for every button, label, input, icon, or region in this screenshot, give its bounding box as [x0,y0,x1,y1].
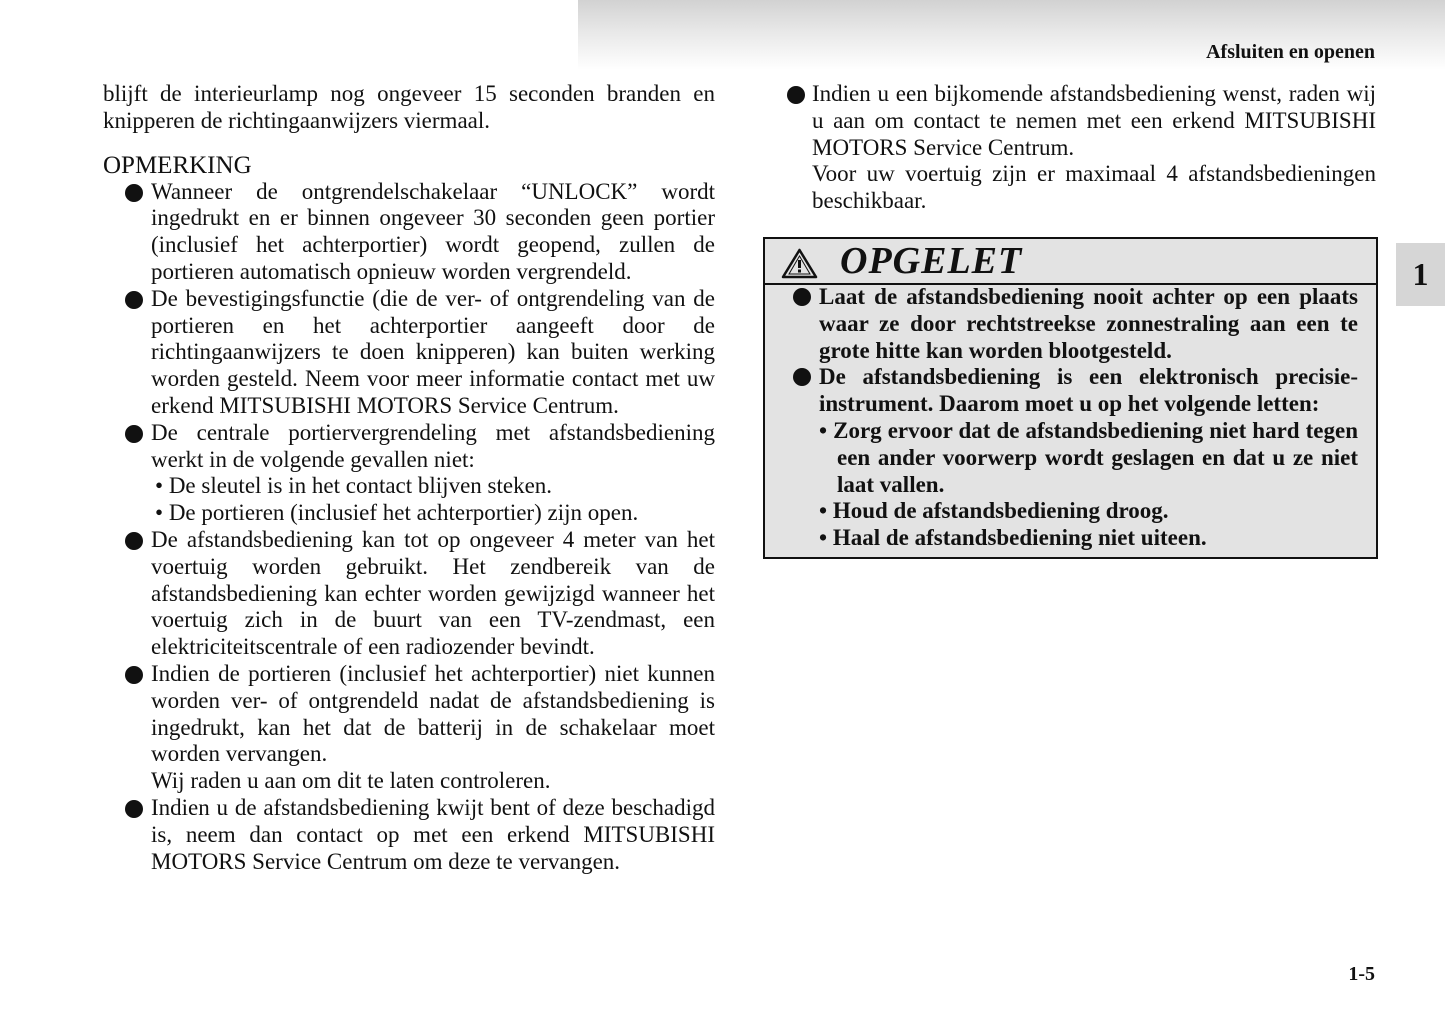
bullet-icon [125,184,143,202]
bullet-text: Indien de portieren (inclusief het achterportier) niet kunnen worden ver- of ontgrendeld nadat de afstandsbediening is ingedrukt, kan het dat de batterij in de schakelaar moet worden vervangen. [151,660,715,767]
list-item [103,179,715,286]
right-column [787,81,1376,215]
bullet-icon [125,425,143,443]
list-item [103,661,715,795]
bullet-icon [125,666,143,684]
bullet-text: De afstandsbediening kan tot op ongeveer 4 meter van het voertuig worden gebruikt. Het zendbereik van de afstandsbediening kan echter worden gewijzigd wanneer het voertuig zich in de buurt van een TV-zendmast, een elektriciteitscentrale of een radiozender bevindt. [151,526,715,660]
caution-header [765,239,1376,285]
sub-item: • Houd de afstandsbediening droog. [819,498,1358,525]
bullet-text: Indien u een bijkomende afstandsbediening wenst, raden wij u aan om contact te nemen met een erkend MITSUBISHI MOTORS Service Centrum. [812,81,1376,160]
bullet-text: De bevestigingsfunctie (die de ver- of ontgrendeling van de portieren en het achterportier aangeeft door de richtingaanwijzers te doen knipperen) kan buiten werking worden gesteld. Neem voor meer informatie contact met uw erkend MITSUBISHI MOTORS Service Centrum. [151,285,715,418]
warning-triangle-icon [781,248,818,279]
caution-box [763,237,1378,559]
bullet-icon [125,291,143,309]
right-list [787,81,1376,215]
list-item [103,795,715,875]
bullet-text: Laat de afstandsbediening nooit achter op een plaats waar ze door rechtstreekse zonnestraling aan een te grote hitte kan worden blootgesteld. [819,284,1358,363]
sub-item: • Haal de afstandsbediening niet uiteen. [819,525,1358,552]
list-item [103,286,715,420]
note-list [103,179,715,876]
sub-item: • Zorg ervoor dat de afstandsbediening niet hard tegen een ander voorwerp wordt geslagen en dat u ze niet laat vallen. [819,418,1358,498]
bullet-icon [793,288,811,306]
sub-item: • De portieren (inclusief het achterportier) zijn open. [151,500,715,527]
bullet-text: De centrale portiervergrendeling met afstandsbediening werkt in de volgende gevallen niet: [151,419,715,472]
bullet-icon [793,368,811,386]
list-item [793,284,1358,364]
list-item [793,364,1358,552]
left-column [103,81,715,875]
bullet-extra: Voor uw voertuig zijn er maximaal 4 afstandsbedieningen beschikbaar. [812,161,1376,214]
caution-list [793,284,1358,552]
list-item [103,527,715,661]
page-number: 1-5 [1348,963,1375,985]
caution-title: OPGELET [840,240,1023,282]
bullet-icon [787,86,805,104]
section-title: Afsluiten en openen [1206,41,1375,63]
sub-list [151,473,715,527]
sub-list [819,418,1358,552]
chapter-tab[interactable]: 1 [1396,243,1445,306]
intro-paragraph: blijft de interieurlamp nog ongeveer 15 seconden branden en knipperen de richtingaanwijzers viermaal. [103,81,715,133]
bullet-text: Indien u de afstandsbediening kwijt bent of deze beschadigd is, neem dan contact op met een erkend MITSUBISHI MOTORS Service Centrum om deze te vervangen. [151,794,715,874]
bullet-icon [125,800,143,818]
note-heading: OPMERKING [103,151,252,179]
caution-body [793,284,1358,552]
bullet-text: Wanneer de ontgrendelschakelaar “UNLOCK” wordt ingedrukt en er binnen ongeveer 30 seconden geen portier (inclusief het achterportier) wordt geopend, zullen de portieren automatisch opnieuw worden vergrendeld. [151,178,715,284]
bullet-icon [125,532,143,550]
bullet-text: De afstandsbediening is een elektronisch precisie-instrument. Daarom moet u op het volgende letten: [819,364,1358,417]
sub-item: • De sleutel is in het contact blijven steken. [151,473,715,500]
bullet-extra: Wij raden u aan om dit te laten controleren. [151,768,551,794]
list-item [787,81,1376,215]
list-item [103,420,715,527]
